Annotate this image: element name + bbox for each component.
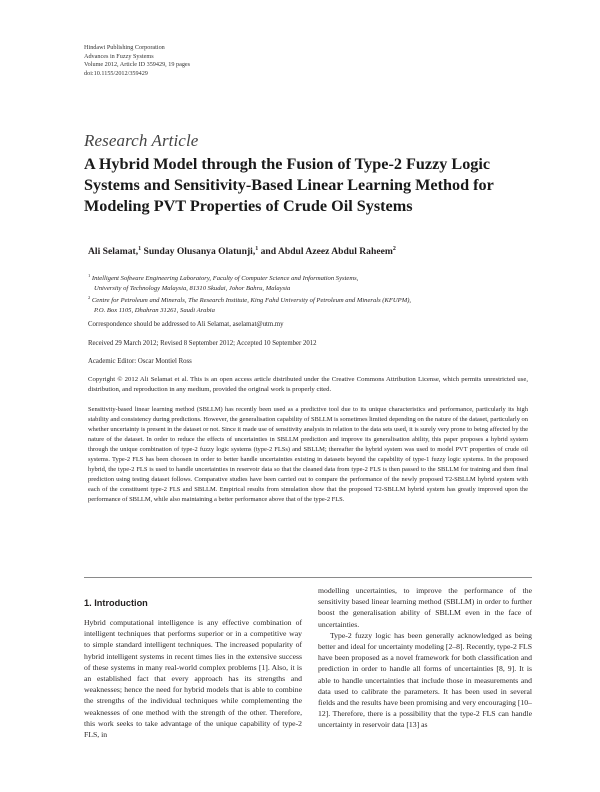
author-list	[88, 246, 396, 257]
body-paragraph: Type-2 fuzzy logic has been generally acknowledged as being better and ideal for uncertainty modeling [2–8]. Recently, type-2 FLS have been proposed as a novel framework for both classification and prediction in order to handle all forms of uncertainties [8, 9]. It is able to handle uncertainties that include those in measurements and data used to calibrate the parameters. It has been used in several fields and the results have been promising and very encouraging [10–12]. Therefore, there is a possibility that the type-2 FLS can handle uncertainty in reservoir data [13] as	[318, 630, 532, 730]
affiliation-number: 1	[88, 273, 91, 278]
article-title	[84, 154, 544, 217]
author-affiliation-mark: 1	[138, 246, 142, 252]
author-affiliation-mark: 2	[392, 246, 396, 252]
publication-header	[84, 44, 190, 78]
title-line: Modeling PVT Properties of Crude Oil Systems	[84, 197, 413, 215]
body-column-right	[318, 585, 532, 731]
affiliation-line: Centre for Petroleum and Minerals, The Research Institute, King Fahd University of Petroleum and Minerals (KFUPM),	[91, 297, 412, 305]
correspondence: Correspondence should be addressed to Ali Selamat, aselamat@utm.my	[88, 321, 284, 328]
received-dates: Received 29 March 2012; Revised 8 September 2012; Accepted 10 September 2012	[88, 340, 317, 347]
author-name: Sunday Olusanya Olatunji,	[141, 246, 256, 258]
copyright-notice: Copyright © 2012 Ali Selamat et al. This is an open access article distributed under the Creative Commons Attribution License, which permits unrestricted use, distribution, and reproduction in any medium, provided the original work is properly cited.	[88, 376, 528, 393]
affiliation-line: Intelligent Software Engineering Laboratory, Faculty of Computer Science and Information Systems,	[91, 275, 359, 283]
abstract: Sensitivity-based linear learning method (SBLLM) has recently been used as a predictive tool due to its unique characteristics and performance, particularly its high stability and consistency during predictions. However, the generalisation capability of SBLLM is sometimes limited depending on the nature of the dataset, particularly on whether uncertainty is present in the dataset or not. Since it made use of sensitivity analysis in relation to the data sets used, it is surely very prone to being affected by the nature of the dataset. In order to reduce the effects of uncertainties in SBLLM prediction and improve its generalisation ability, this paper proposes a hybrid system through the unique combination of type-2 fuzzy logic systems (type-2 FLSs) and SBLLM; thereafter the hybrid system was used to model PVT properties of crude oil systems. Type-2 FLS has been choosen in order to better handle uncertainties existing in datasets beyond the capability of type-1 fuzzy logic systems. In the proposed hybrid, the type-2 FLS is used to handle uncertainties in reservoir data so that the cleaned data from type-2 FLS is then passed to the SBLLM for training and then final prediction using testing dataset follows. Comparative studies have been carried out to compare the performance of the newly proposed T2-SBLLM hybrid system with each of the constituent type-2 FLS and SBLLM. Empirical results from simulation show that the proposed T2-SBLLM hybrid system has greatly improved upon the performance of SBLLM, while also maintaining a better performance above that of the type-2 FLS.	[88, 406, 528, 503]
author-name: Ali Selamat,	[88, 246, 139, 258]
doi: doi:10.1155/2012/359429	[84, 69, 148, 77]
author-affiliation-mark: 1	[255, 246, 259, 252]
author-name: and Abdul Azeez Abdul Raheem	[258, 246, 393, 258]
title-line: Systems and Sensitivity-Based Linear Learning Method for	[84, 176, 494, 194]
body-paragraph: modelling uncertainties, to improve the performance of the sensitivity based linear learning method (SBLLM) in order to further boost the generalisation ability of SBLLM even in the face of uncertainties.	[318, 586, 532, 629]
body-column-left	[84, 617, 302, 740]
title-line: A Hybrid Model through the Fusion of Type-2 Fuzzy Logic	[84, 155, 491, 173]
article-type: Research Article	[84, 131, 199, 150]
academic-editor: Academic Editor: Oscar Montiel Ross	[88, 358, 192, 365]
section-divider	[84, 577, 532, 578]
journal-name: Advances in Fuzzy Systems	[84, 52, 154, 60]
publisher-name: Hindawi Publishing Corporation	[84, 44, 165, 51]
affiliation-line: P.O. Box 1105, Dhahran 31261, Saudi Arabia	[94, 306, 215, 314]
body-paragraph: Hybrid computational intelligence is any effective combination of intelligent techniques that performs superior or in a competitive way to simple standard intelligent techniques. The increased popularity of hybrid intelligent systems in recent times lies in the extensive success of these systems in many real-world complex problems [1]. Also, it is an established fact that every approach has its strengths and weaknesses; hence the need for hybrid models that is able to combine the strengths of the individual techniques while complementing the weaknesses of one method with the strength of the other. Therefore, this work seeks to take advantage of the unique capability of type-2 FLS, in	[84, 618, 302, 740]
affiliation-line: University of Technology Malaysia, 81310 Skudai, Johor Bahru, Malaysia	[94, 284, 291, 292]
affiliation	[88, 271, 528, 293]
affiliation-number: 2	[88, 295, 91, 300]
volume-info: Volume 2012, Article ID 359429, 19 pages	[84, 61, 191, 69]
affiliation	[88, 293, 528, 315]
section-heading: 1. Introduction	[84, 598, 148, 608]
